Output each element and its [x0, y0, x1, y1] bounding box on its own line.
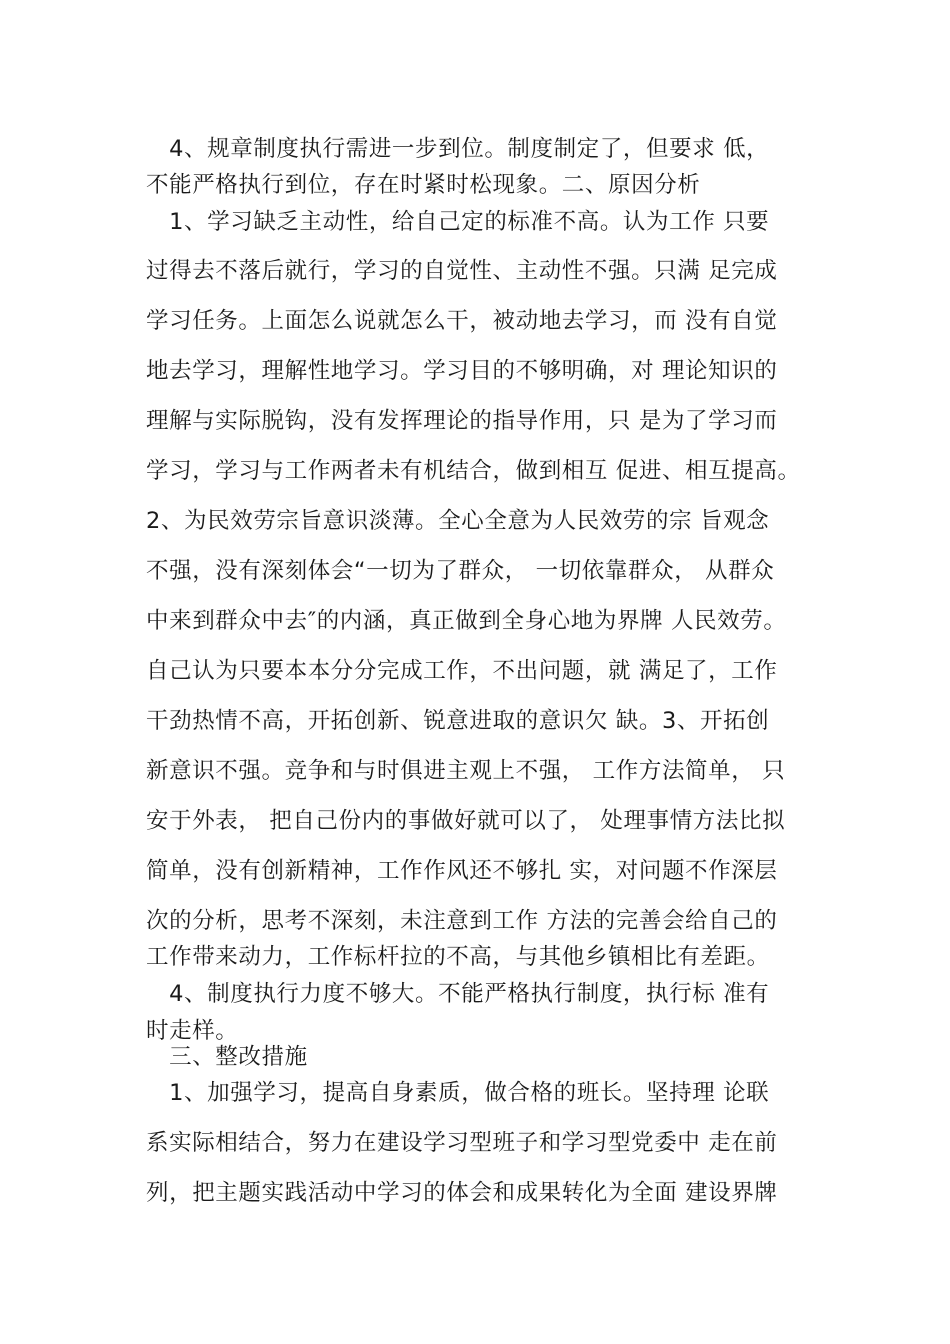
text-line: 简单，没有创新精神，工作作风还不够扎 实，对问题不作深层	[146, 858, 778, 884]
text-line: 理解与实际脱钩，没有发挥理论的指导作用，只 是为了学习而	[146, 408, 778, 434]
text-line: 学习，学习与工作两者未有机结合，做到相互 促进、相互提高。	[146, 458, 801, 484]
text-line: 不强，没有深刻体会“一切为了群众， 一切依靠群众， 从群众	[146, 558, 775, 584]
text-line: 1、学习缺乏主动性，给自己定的标准不高。认为工作 只要	[146, 209, 770, 235]
text-line: 地去学习，理解性地学习。学习目的不够明确，对 理论知识的	[146, 358, 778, 384]
text-line: 干劲热情不高，开拓创新、锐意进取的意识欠 缺。3、开拓创	[146, 708, 770, 734]
text-line: 过得去不落后就行，学习的自觉性、主动性不强。只满 足完成	[146, 258, 778, 284]
text-line: 工作带来动力，工作标杆拉的不高，与其他乡镇相比有差距。	[146, 944, 770, 970]
text-line: 4、规章制度执行需进一步到位。制度制定了，但要求 低，	[146, 136, 770, 162]
text-line: 次的分析，思考不深刻，未注意到工作 方法的完善会给自己的	[146, 908, 778, 934]
text-line: 1、加强学习，提高自身素质，做合格的班长。坚持理 论联	[146, 1080, 770, 1106]
text-line: 中来到群众中去″的内涵，真正做到全身心地为界牌 人民效劳。	[146, 608, 787, 634]
text-line: 新意识不强。竞争和与时俱进主观上不强， 工作方法简单， 只	[146, 758, 786, 784]
text-line: 安于外表， 把自己份内的事做好就可以了， 处理事情方法比拟	[146, 808, 786, 834]
text-line: 列，把主题实践活动中学习的体会和成果转化为全面 建设界牌	[146, 1180, 778, 1206]
text-line: 2、为民效劳宗旨意识淡薄。全心全意为人民效劳的宗 旨观念	[146, 508, 770, 534]
text-line: 自己认为只要本本分分完成工作，不出问题，就 满足了，工作	[146, 658, 778, 684]
text-line: 4、制度执行力度不够大。不能严格执行制度，执行标 准有	[146, 981, 770, 1007]
text-line: 三、整改措施	[146, 1044, 308, 1070]
text-line: 系实际相结合，努力在建设学习型班子和学习型党委中 走在前	[146, 1130, 778, 1156]
text-line: 不能严格执行到位，存在时紧时松现象。二、原因分析	[146, 172, 701, 198]
text-line: 学习任务。上面怎么说就怎么干，被动地去学习，而 没有自觉	[146, 308, 778, 334]
text-line: 时走样。	[146, 1018, 239, 1044]
